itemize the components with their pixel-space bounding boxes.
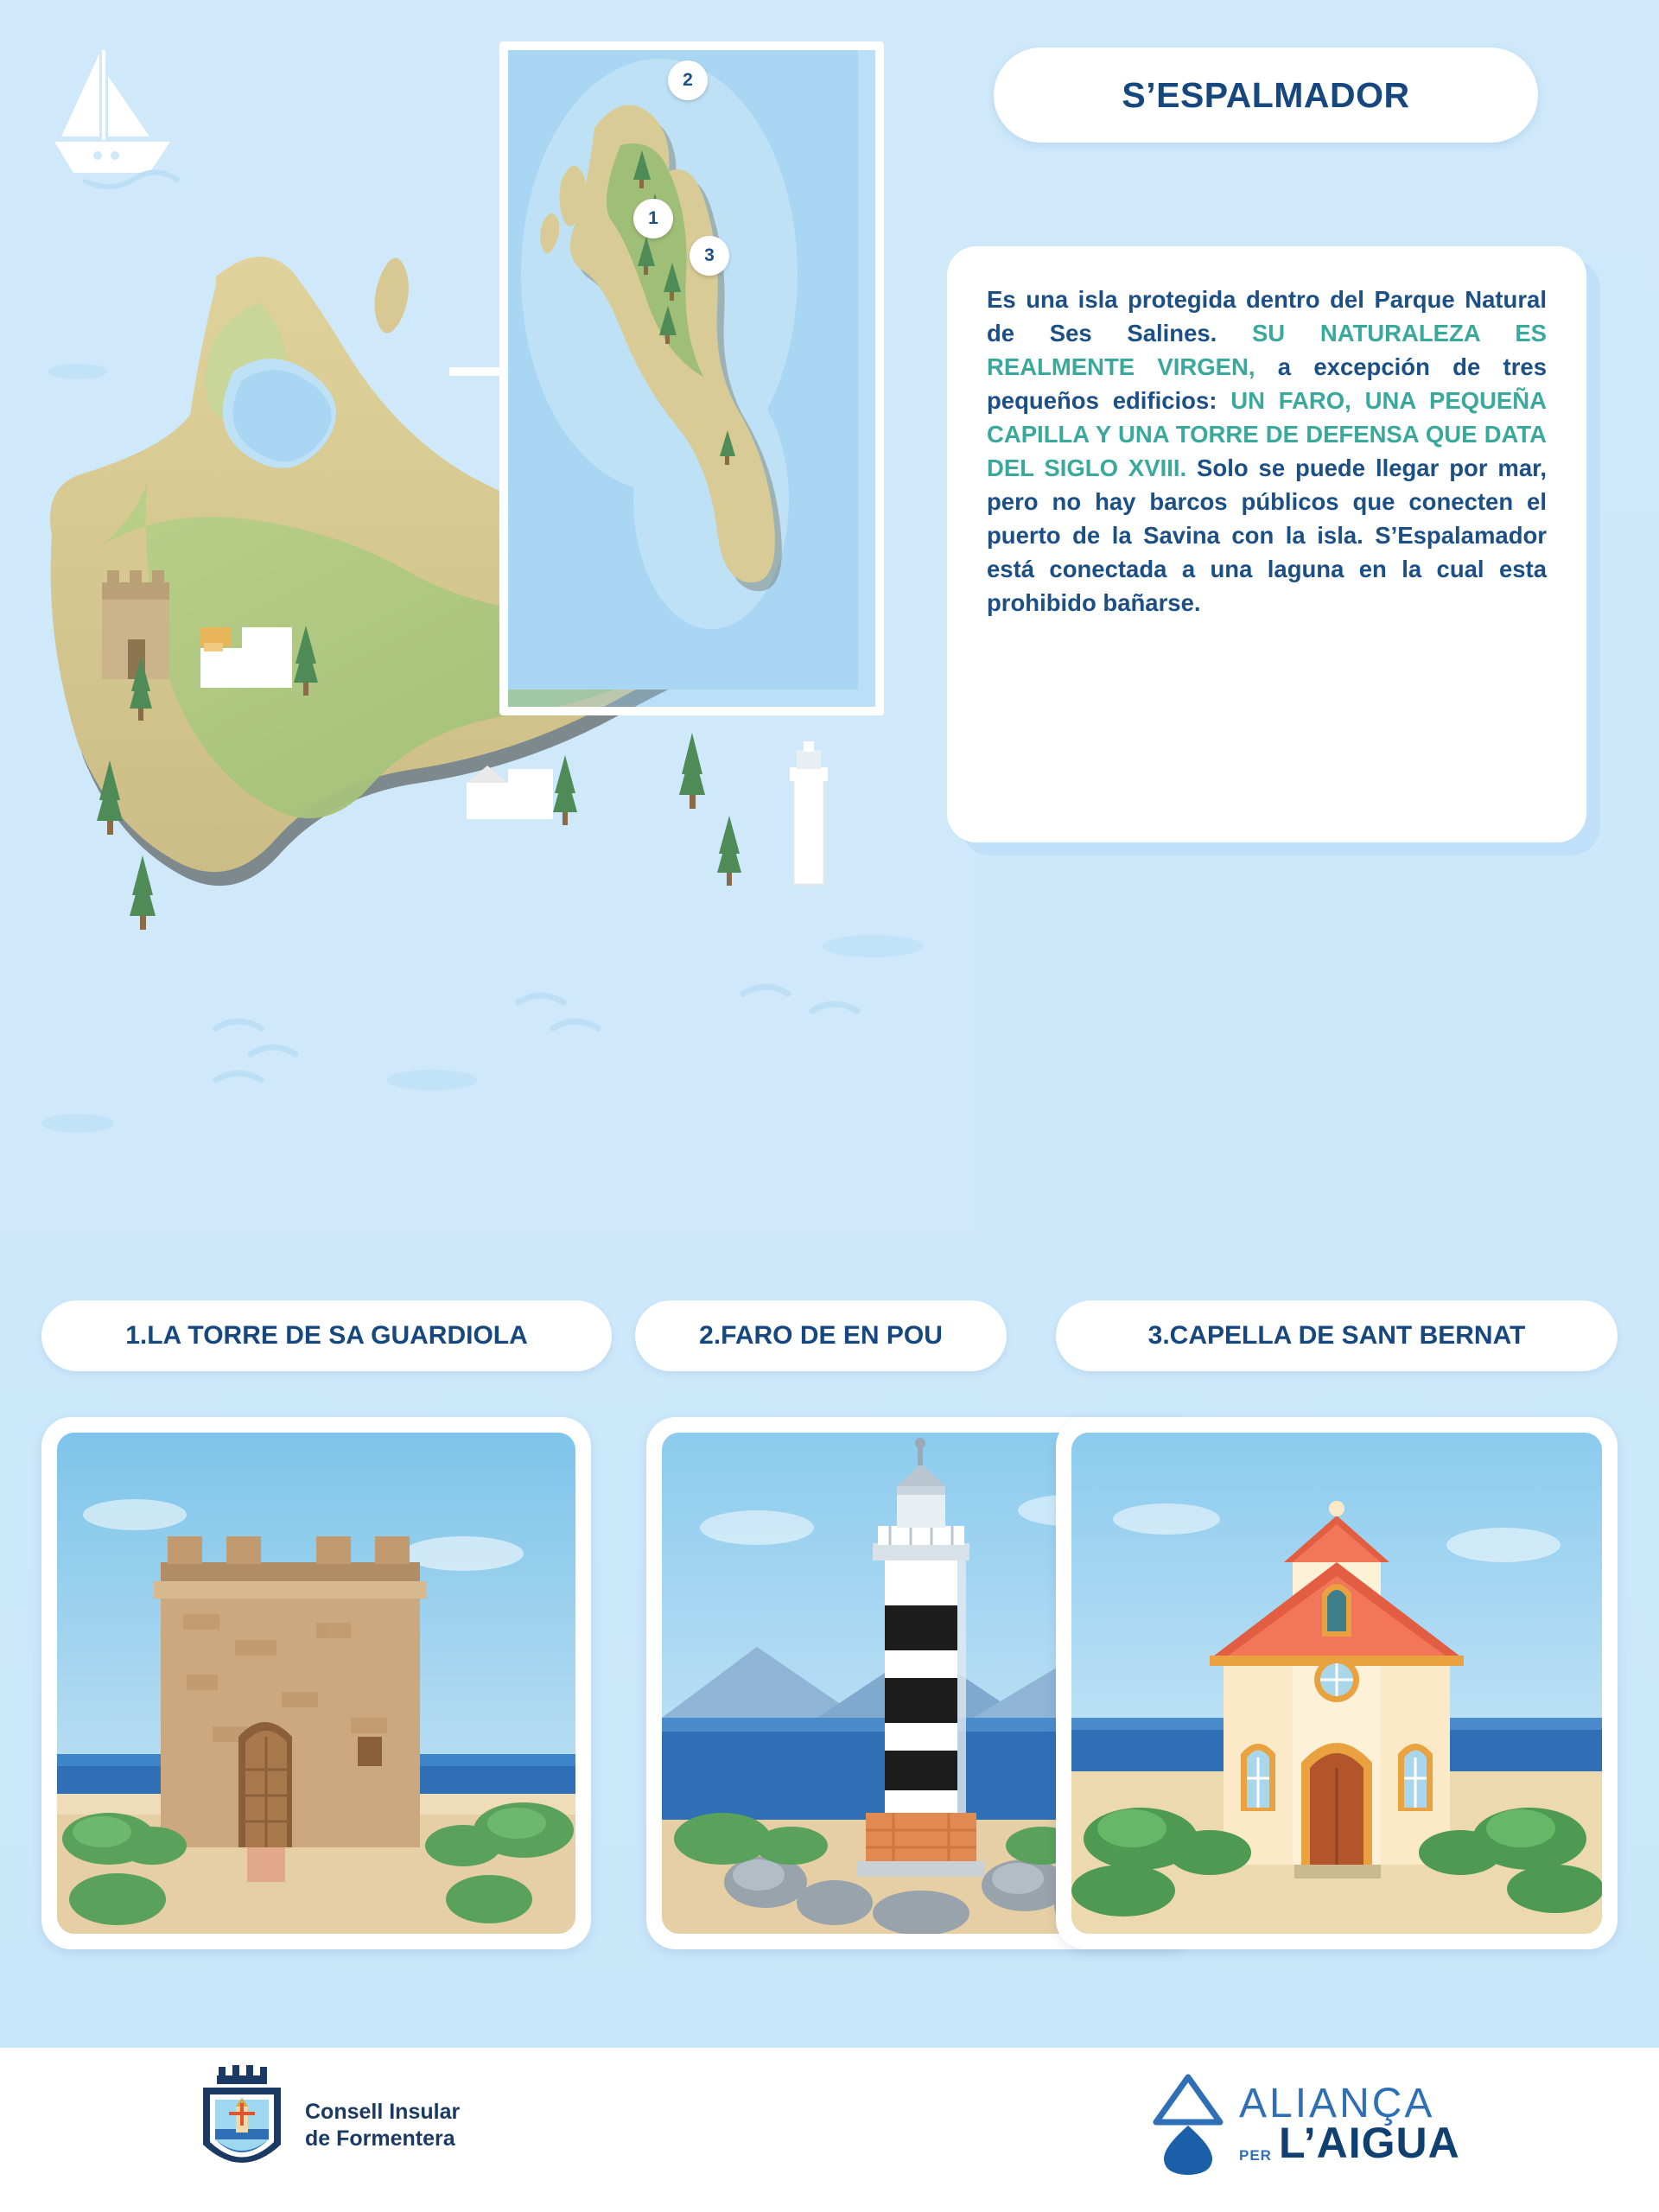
map-marker-1[interactable] [633,199,673,238]
houses-cluster-1 [200,627,292,688]
marker-label: 2 [683,70,693,90]
description-part1: Es una isla protegida dentro del Parque Natural de Ses Salines. [987,286,1547,347]
consell-insular-text [305,2099,460,2153]
section-title-tower-text: 1.LA TORRE DE SA GUARDIOLA [125,1321,528,1350]
section-title-lighthouse-text: 2.FARO DE EN POU [699,1321,943,1350]
alianca-per: PER [1239,2147,1272,2164]
consell-line2: de Formentera [305,2126,455,2151]
alianca-line1: ALIANÇA [1239,2080,1435,2126]
alianca-row2 [1239,2119,1460,2168]
section-title-tower [41,1300,612,1371]
houses-cluster-2 [467,766,553,819]
consell-line1: Consell Insular [305,2099,461,2124]
map-marker-3[interactable] [690,236,729,276]
alianca-line2: L’AIGUA [1278,2119,1460,2168]
description-paragraph [987,283,1547,620]
alianca-per-laigua-logo [1149,2072,1460,2176]
marker-label: 3 [704,245,715,265]
inset-island-svg [508,50,858,690]
map-marker-2[interactable] [668,60,708,100]
chapel-illustration [1071,1433,1602,1934]
marker-label: 1 [648,208,658,228]
page-title [994,48,1538,143]
section-title-lighthouse [635,1300,1007,1371]
alianca-wordmark [1239,2080,1460,2168]
photo-card-tower [41,1417,591,1949]
description-card [947,246,1586,842]
tower-on-map [102,570,169,679]
footer [0,2048,1659,2212]
water-drop-icon [1149,2072,1227,2176]
page-title-text: S’ESPALMADOR [1122,74,1410,115]
description-part2: a excepción de tres pequeños edificios: [987,353,1547,415]
consell-insular-logo [194,2065,460,2186]
description-part3: Solo se puede llegar por mar, pero no hay barcos públicos que conecten el puerto de la Savina con la isla. S’Espalamador está conectada a una laguna en la cual esta prohibido bañarse. [987,454,1547,617]
tower-illustration [57,1433,575,1934]
inset-map-frame [499,41,884,715]
section-title-chapel-text: 3.CAPELLA DE SANT BERNAT [1147,1321,1526,1350]
photo-card-chapel [1056,1417,1618,1949]
sailboat-icon [48,35,220,207]
formentera-crest-icon [194,2065,289,2186]
description-highlight2: UN FARO, UNA PEQUEÑA CAPILLA Y UNA TORRE DE DEFENSA QUE DATA DEL SIGLO XVIII. [987,387,1547,482]
section-title-chapel [1056,1300,1618,1371]
description-highlight1: SU NATURALEZA ES REALMENTE VIRGEN, [987,320,1548,381]
